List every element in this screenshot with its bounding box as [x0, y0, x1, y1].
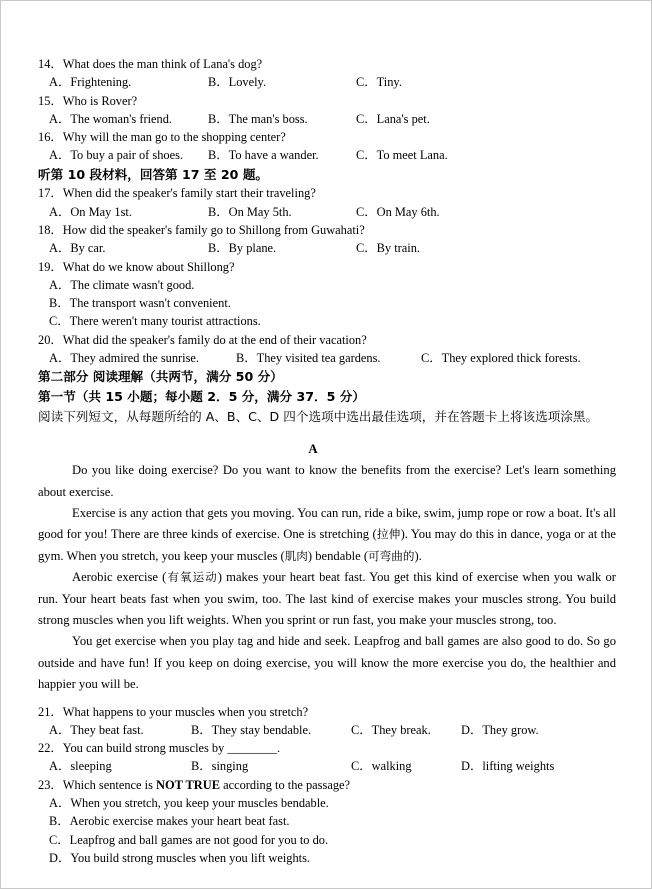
- question-stem: [38, 776, 616, 794]
- reading-questions-21-23: [38, 703, 616, 868]
- question-stem: [38, 184, 616, 202]
- option-text: They admired the sunrise.: [70, 351, 200, 366]
- question-text: Who is Rover?: [62, 93, 138, 108]
- option[interactable]: [49, 349, 199, 367]
- option-label: D．: [461, 722, 483, 737]
- stem-fragment: What happens to your muscles when you stretch?: [62, 704, 309, 719]
- question-stem: [38, 92, 616, 110]
- paragraph-fragment: ) bendable (: [307, 548, 369, 563]
- paragraph-fragment: You get exercise when you play tag and hide and seek. Leapfrog and ball games are also good to do. So go outside and have fun! If you keep on doing exercise, you will know the more exercise you do, the healthier and happier you will be.: [38, 634, 616, 692]
- option-text: They break.: [371, 722, 431, 737]
- question-text: [63, 778, 350, 792]
- option-label: C．: [49, 832, 70, 847]
- passage-paragraph: [38, 567, 616, 631]
- stem-fragment: Which sentence is: [62, 777, 157, 792]
- question-stem: [38, 331, 616, 349]
- option-text: walking: [371, 759, 412, 774]
- option[interactable]: [49, 146, 183, 164]
- stem-fragment: You can build strong muscles by: [62, 741, 228, 756]
- question-number: 15．: [38, 93, 63, 108]
- listening-questions-14-16: [38, 55, 616, 165]
- question-number: 20．: [38, 332, 63, 347]
- question-block: [38, 184, 616, 221]
- option[interactable]: [208, 73, 266, 91]
- question-text: When did the speaker's family start their traveling?: [62, 186, 316, 201]
- question-number: 19．: [38, 259, 63, 274]
- question-stem: [38, 128, 616, 146]
- chinese-gloss: 有氧运动: [166, 570, 218, 585]
- option-label: A．: [49, 204, 71, 219]
- question-text: [63, 705, 308, 719]
- question-text: Why will the man go to the shopping center?: [62, 130, 286, 145]
- part2-heading: 第二部分 阅读理解（共两节，满分 50 分）: [38, 369, 283, 385]
- option-label: B．: [208, 241, 229, 256]
- question-block: [38, 92, 616, 129]
- question-stem: [38, 258, 616, 276]
- page-content: [38, 55, 616, 867]
- listening-questions-17-20: [38, 184, 616, 367]
- paragraph-fragment: ).: [414, 548, 422, 563]
- option[interactable]: [356, 239, 420, 257]
- option-text: singing: [211, 759, 249, 774]
- option-label: C．: [356, 241, 377, 256]
- question-number: 22．: [38, 741, 63, 756]
- question-stem: [38, 55, 616, 73]
- option[interactable]: [351, 757, 412, 775]
- option[interactable]: [208, 239, 276, 257]
- question-block: [38, 221, 616, 258]
- question-text: [63, 741, 280, 755]
- option-list: [38, 203, 616, 221]
- option-label: B．: [208, 204, 229, 219]
- stem-fragment: .: [276, 741, 281, 756]
- option[interactable]: [49, 239, 105, 257]
- paragraph-fragment: ) makes your heart beat fast. You get this kind of exercise when you walk or run. Your heart beats fast when you swim, too. The last kind of exercise makes your muscles strong. You build strong muscles when you lift weights. When you sprint or run fast, you make your muscles strong, too.: [38, 570, 616, 627]
- option-text: By plane.: [228, 241, 277, 256]
- option-list: [38, 721, 616, 739]
- option-label: B．: [208, 111, 229, 126]
- option-label: A．: [49, 241, 71, 256]
- option-label: C．: [356, 204, 377, 219]
- option-label: A．: [49, 277, 71, 292]
- option-label: B．: [49, 814, 70, 829]
- passage-paragraph: [38, 631, 616, 695]
- option-text: Aerobic exercise makes your heart beat fast.: [69, 814, 290, 829]
- option[interactable]: [461, 721, 539, 739]
- question-number: 21．: [38, 704, 63, 719]
- option-text: You build strong muscles when you lift weights.: [70, 850, 311, 865]
- option-text: lifting weights: [482, 759, 555, 774]
- option[interactable]: [49, 831, 616, 849]
- option-label: A．: [49, 759, 71, 774]
- part2-instruction: 阅读下列短文，从每题所给的 A、B、C、D 四个选项中选出最佳选项，并在答题卡上将该选项涂黑。: [38, 408, 599, 424]
- emphasis-text: NOT TRUE: [156, 777, 220, 792]
- option-list: [38, 349, 616, 367]
- chinese-gloss: 可弯曲的: [368, 548, 415, 563]
- option[interactable]: [208, 146, 319, 164]
- option[interactable]: [49, 812, 616, 830]
- option-text: On May 6th.: [376, 204, 440, 219]
- option[interactable]: [49, 312, 616, 330]
- option-list: [38, 794, 616, 867]
- option[interactable]: [49, 794, 616, 812]
- option-label: C．: [351, 759, 372, 774]
- option-text: When you stretch, you keep your muscles bendable.: [70, 796, 329, 811]
- question-block: [38, 703, 616, 740]
- spacer: [38, 696, 616, 703]
- option[interactable]: [49, 757, 112, 775]
- question-block: [38, 55, 616, 92]
- option-list: [38, 146, 616, 164]
- option-label: A．: [49, 796, 71, 811]
- option-text: The man's boss.: [228, 111, 308, 126]
- option-text: By train.: [376, 241, 421, 256]
- option-text: They beat fast.: [70, 722, 144, 737]
- option[interactable]: [421, 349, 581, 367]
- option-text: By car.: [70, 241, 106, 256]
- option[interactable]: [208, 203, 292, 221]
- passage-paragraph: [38, 460, 616, 503]
- option-text: To have a wander.: [228, 148, 319, 163]
- option-text: The climate wasn't good.: [70, 277, 195, 292]
- question-block: [38, 128, 616, 165]
- option-list: [38, 239, 616, 257]
- option[interactable]: [49, 203, 132, 221]
- option[interactable]: [191, 757, 248, 775]
- listening-section-heading: 听第 10 段材料，回答第 17 至 20 题。: [38, 166, 269, 182]
- question-block: [38, 331, 616, 368]
- option-text: Leapfrog and ball games are not good for you to do.: [69, 832, 329, 847]
- option-label: C．: [351, 722, 372, 737]
- paragraph-fragment: ). You may do this in dance, yoga or at the gym. When you stretch, you keep your muscles (: [38, 527, 616, 563]
- option-text: To meet Lana.: [376, 148, 448, 163]
- chinese-gloss: 肌肉: [284, 548, 308, 563]
- question-stem: [38, 739, 616, 757]
- question-number: 23．: [38, 777, 63, 792]
- option[interactable]: [356, 110, 430, 128]
- option-text: Lovely.: [228, 75, 267, 90]
- option-label: C．: [356, 75, 377, 90]
- option-text: They explored thick forests.: [441, 351, 581, 366]
- paragraph-fragment: Exercise is any action that gets you moving. You can run, ride a bike, swim, jump rope or row a boat. It's all good for you! There are three kinds of exercise. One is stretching (: [38, 505, 616, 542]
- stem-fragment: according to the passage?: [219, 777, 351, 792]
- option[interactable]: [356, 73, 402, 91]
- option-label: D．: [49, 850, 71, 865]
- option-text: Frightening.: [70, 75, 132, 90]
- option-text: Tiny.: [376, 75, 402, 90]
- option-label: A．: [49, 75, 71, 90]
- option-text: On May 5th.: [228, 204, 292, 219]
- question-number: 17．: [38, 186, 63, 201]
- option-label: A．: [49, 111, 71, 126]
- option[interactable]: [461, 757, 554, 775]
- option-label: B．: [191, 722, 212, 737]
- option[interactable]: [49, 294, 616, 312]
- question-block: [38, 739, 616, 776]
- option-list: [38, 110, 616, 128]
- option[interactable]: [356, 146, 448, 164]
- option-text: sleeping: [70, 759, 112, 774]
- option-label: B．: [208, 148, 229, 163]
- question-text: What does the man think of Lana's dog?: [62, 57, 263, 71]
- option-text: They grow.: [482, 722, 539, 737]
- question-number: 18．: [38, 222, 63, 237]
- question-text: What do we know about Shillong?: [62, 259, 235, 274]
- option[interactable]: [236, 349, 381, 367]
- option-label: A．: [49, 351, 71, 366]
- chinese-gloss: 拉伸: [376, 527, 401, 542]
- option[interactable]: [351, 721, 431, 739]
- passage-paragraph: [38, 503, 616, 567]
- option-list: [38, 757, 616, 775]
- question-text: What did the speaker's family do at the end of their vacation?: [62, 332, 367, 347]
- option-text: There weren't many tourist attractions.: [69, 314, 261, 329]
- option-label: C．: [49, 314, 70, 329]
- option-label: B．: [49, 296, 70, 311]
- question-number: 16．: [38, 130, 63, 145]
- option-text: They visited tea gardens.: [256, 351, 381, 366]
- question-stem: [38, 703, 616, 721]
- option-label: B．: [208, 75, 229, 90]
- question-block: [38, 776, 616, 867]
- option[interactable]: [49, 110, 172, 128]
- option-label: C．: [421, 351, 442, 366]
- option[interactable]: [49, 73, 131, 91]
- option-label: B．: [191, 759, 212, 774]
- part2-section1-heading: 第一节（共 15 小题；每小题 2．5 分，满分 37．5 分）: [38, 388, 365, 404]
- answer-blank: ________: [227, 741, 277, 756]
- option-label: A．: [49, 722, 71, 737]
- paragraph-fragment: Do you like doing exercise? Do you want to know the benefits from the exercise? Let's learn something about exercise.: [38, 463, 616, 499]
- question-number: 14．: [38, 57, 63, 71]
- option[interactable]: [191, 721, 311, 739]
- option-text: The transport wasn't convenient.: [69, 296, 231, 311]
- option-label: A．: [49, 148, 71, 163]
- passage-body: [38, 460, 616, 695]
- option-label: B．: [236, 351, 257, 366]
- option-list: [38, 73, 616, 91]
- option[interactable]: [49, 276, 616, 294]
- option[interactable]: [49, 849, 616, 867]
- option-text: To buy a pair of shoes.: [70, 148, 184, 163]
- option-label: C．: [356, 111, 377, 126]
- option-text: Lana's pet.: [376, 111, 430, 126]
- paragraph-fragment: Aerobic exercise (: [72, 570, 167, 585]
- option-text: The woman's friend.: [70, 111, 173, 126]
- option[interactable]: [49, 721, 144, 739]
- question-stem: [38, 221, 616, 239]
- option-label: C．: [356, 148, 377, 163]
- option-list: [38, 276, 616, 331]
- option-text: On May 1st.: [70, 204, 132, 219]
- option[interactable]: [208, 110, 308, 128]
- option-label: D．: [461, 759, 483, 774]
- option-text: They stay bendable.: [211, 722, 312, 737]
- question-block: [38, 258, 616, 331]
- option[interactable]: [356, 203, 440, 221]
- passage-title: A: [308, 442, 318, 457]
- question-text: How did the speaker's family go to Shillong from Guwahati?: [62, 222, 365, 237]
